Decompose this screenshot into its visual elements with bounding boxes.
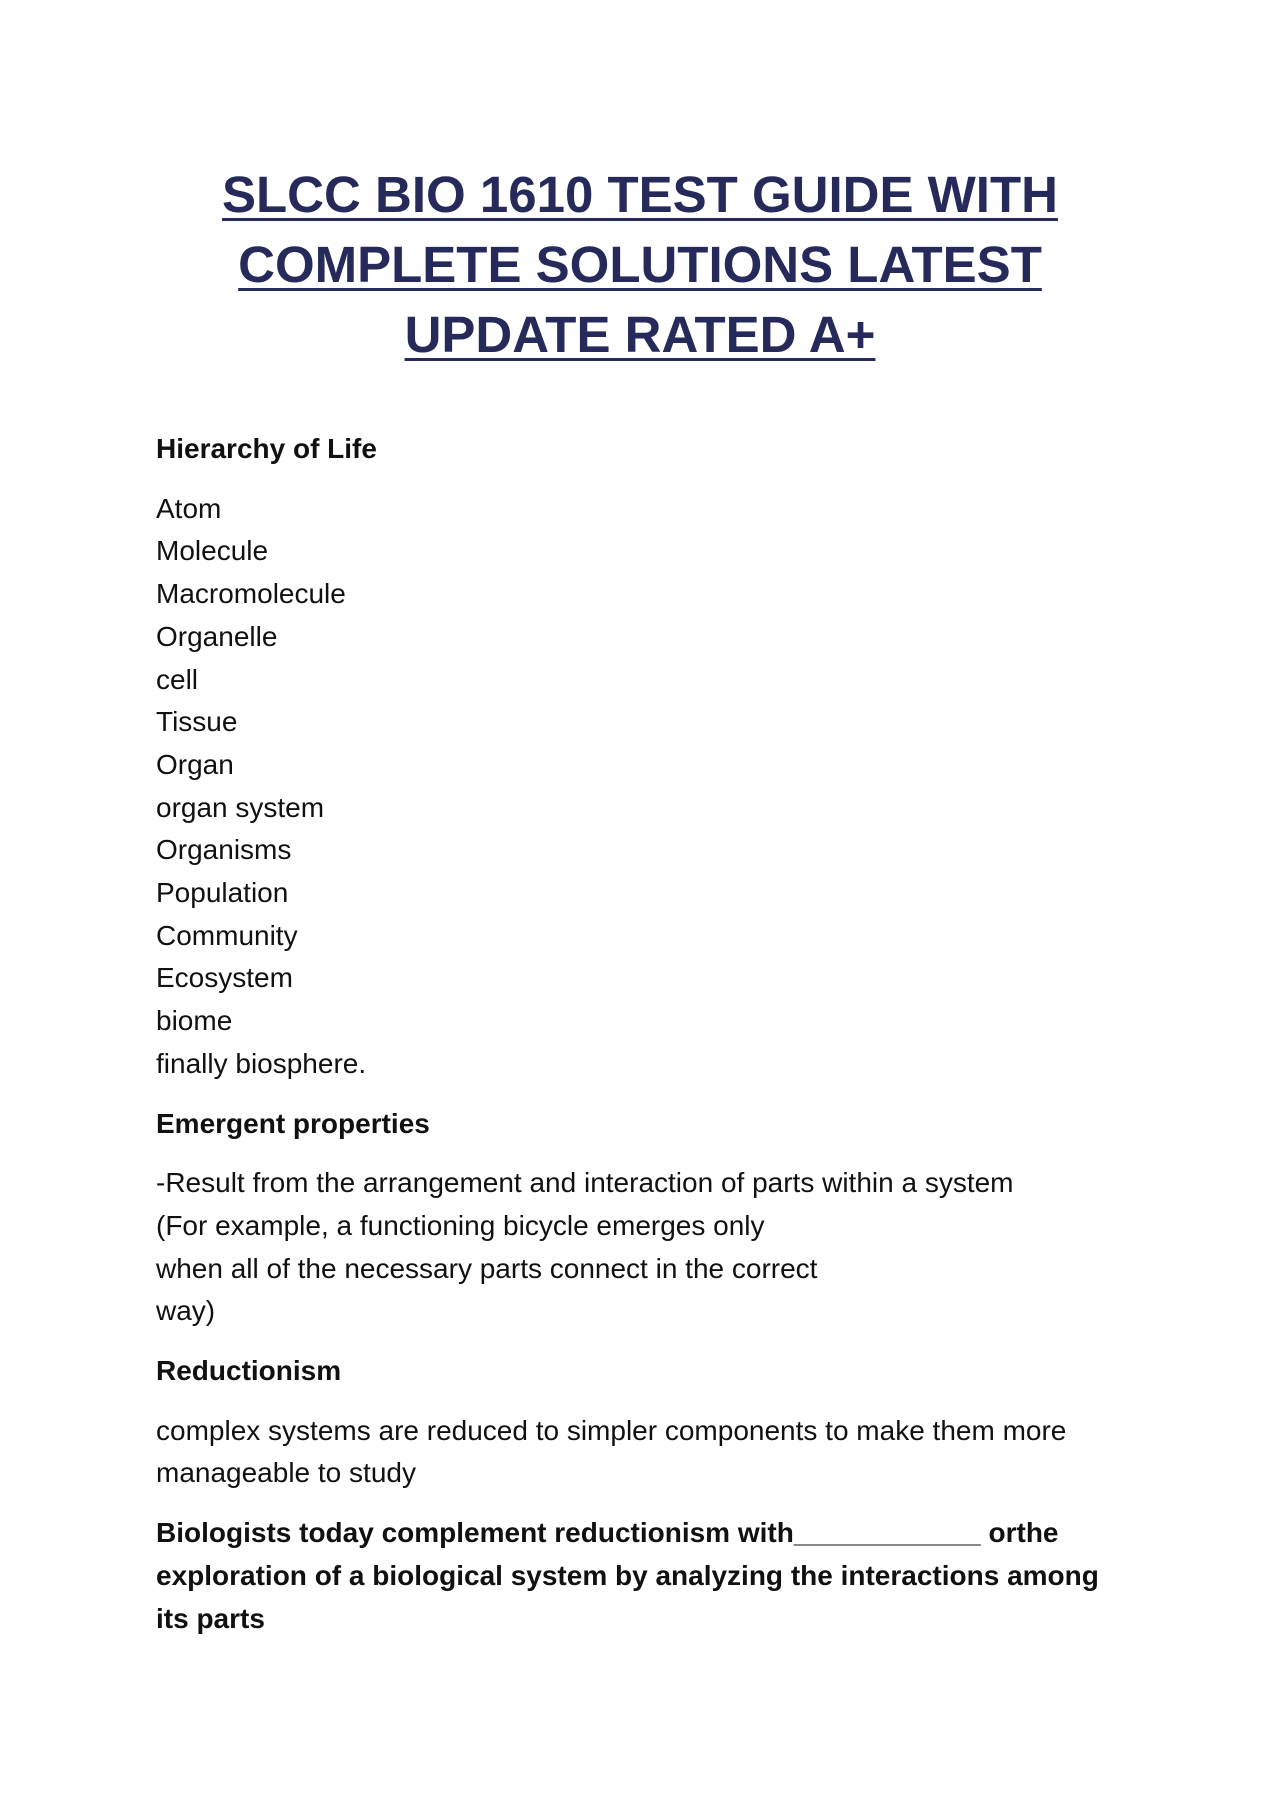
question-biologists <box>156 1512 1136 1640</box>
document-title <box>160 160 1120 370</box>
title-line <box>160 160 1120 230</box>
question-line: Biologists today complement reductionism with____________ orthe <box>156 1517 1059 1549</box>
section-heading-reductionism: Reductionism <box>156 1355 342 1387</box>
section-heading-hierarchy: Hierarchy of Life <box>156 433 377 464</box>
answer-line: -Result from the arrangement and interaction of parts within a system <box>156 1167 1014 1199</box>
hierarchy-list <box>156 488 1136 1086</box>
question-line: exploration of a biological system by analyzing the interactions among <box>156 1559 1099 1591</box>
answer-line: manageable to study <box>156 1457 416 1489</box>
list-item: Community <box>156 919 298 951</box>
list-item: Organisms <box>156 834 292 866</box>
list-item: Population <box>156 877 289 909</box>
emergent-answer <box>156 1162 1136 1333</box>
document-body <box>156 428 1136 1657</box>
list-item: finally biosphere. <box>156 1047 367 1079</box>
list-item: Organ <box>156 748 234 780</box>
section-heading-emergent: Emergent properties <box>156 1107 430 1139</box>
answer-line: (For example, a functioning bicycle emerges only <box>156 1209 765 1241</box>
list-item: Macromolecule <box>156 578 346 610</box>
question-line: its parts <box>156 1602 265 1634</box>
answer-line: when all of the necessary parts connect in the correct <box>156 1252 818 1284</box>
list-item: Atom <box>156 492 222 524</box>
title-line-text: UPDATE RATED A+ <box>404 306 876 363</box>
answer-line: complex systems are reduced to simpler components to make them more <box>156 1414 1067 1446</box>
answer-line: way) <box>156 1295 216 1327</box>
list-item: Molecule <box>156 535 269 567</box>
list-item: Tissue <box>156 706 238 738</box>
list-item: biome <box>156 1005 233 1037</box>
title-line-text: SLCC BIO 1610 TEST GUIDE WITH <box>222 166 1058 223</box>
list-item: organ system <box>156 791 325 823</box>
reductionism-answer <box>156 1410 1136 1495</box>
list-item: Organelle <box>156 620 278 652</box>
title-line <box>160 300 1120 370</box>
list-item: cell <box>156 663 199 695</box>
title-line-text: COMPLETE SOLUTIONS LATEST <box>238 236 1042 293</box>
list-item: Ecosystem <box>156 962 293 994</box>
title-line <box>160 230 1120 300</box>
